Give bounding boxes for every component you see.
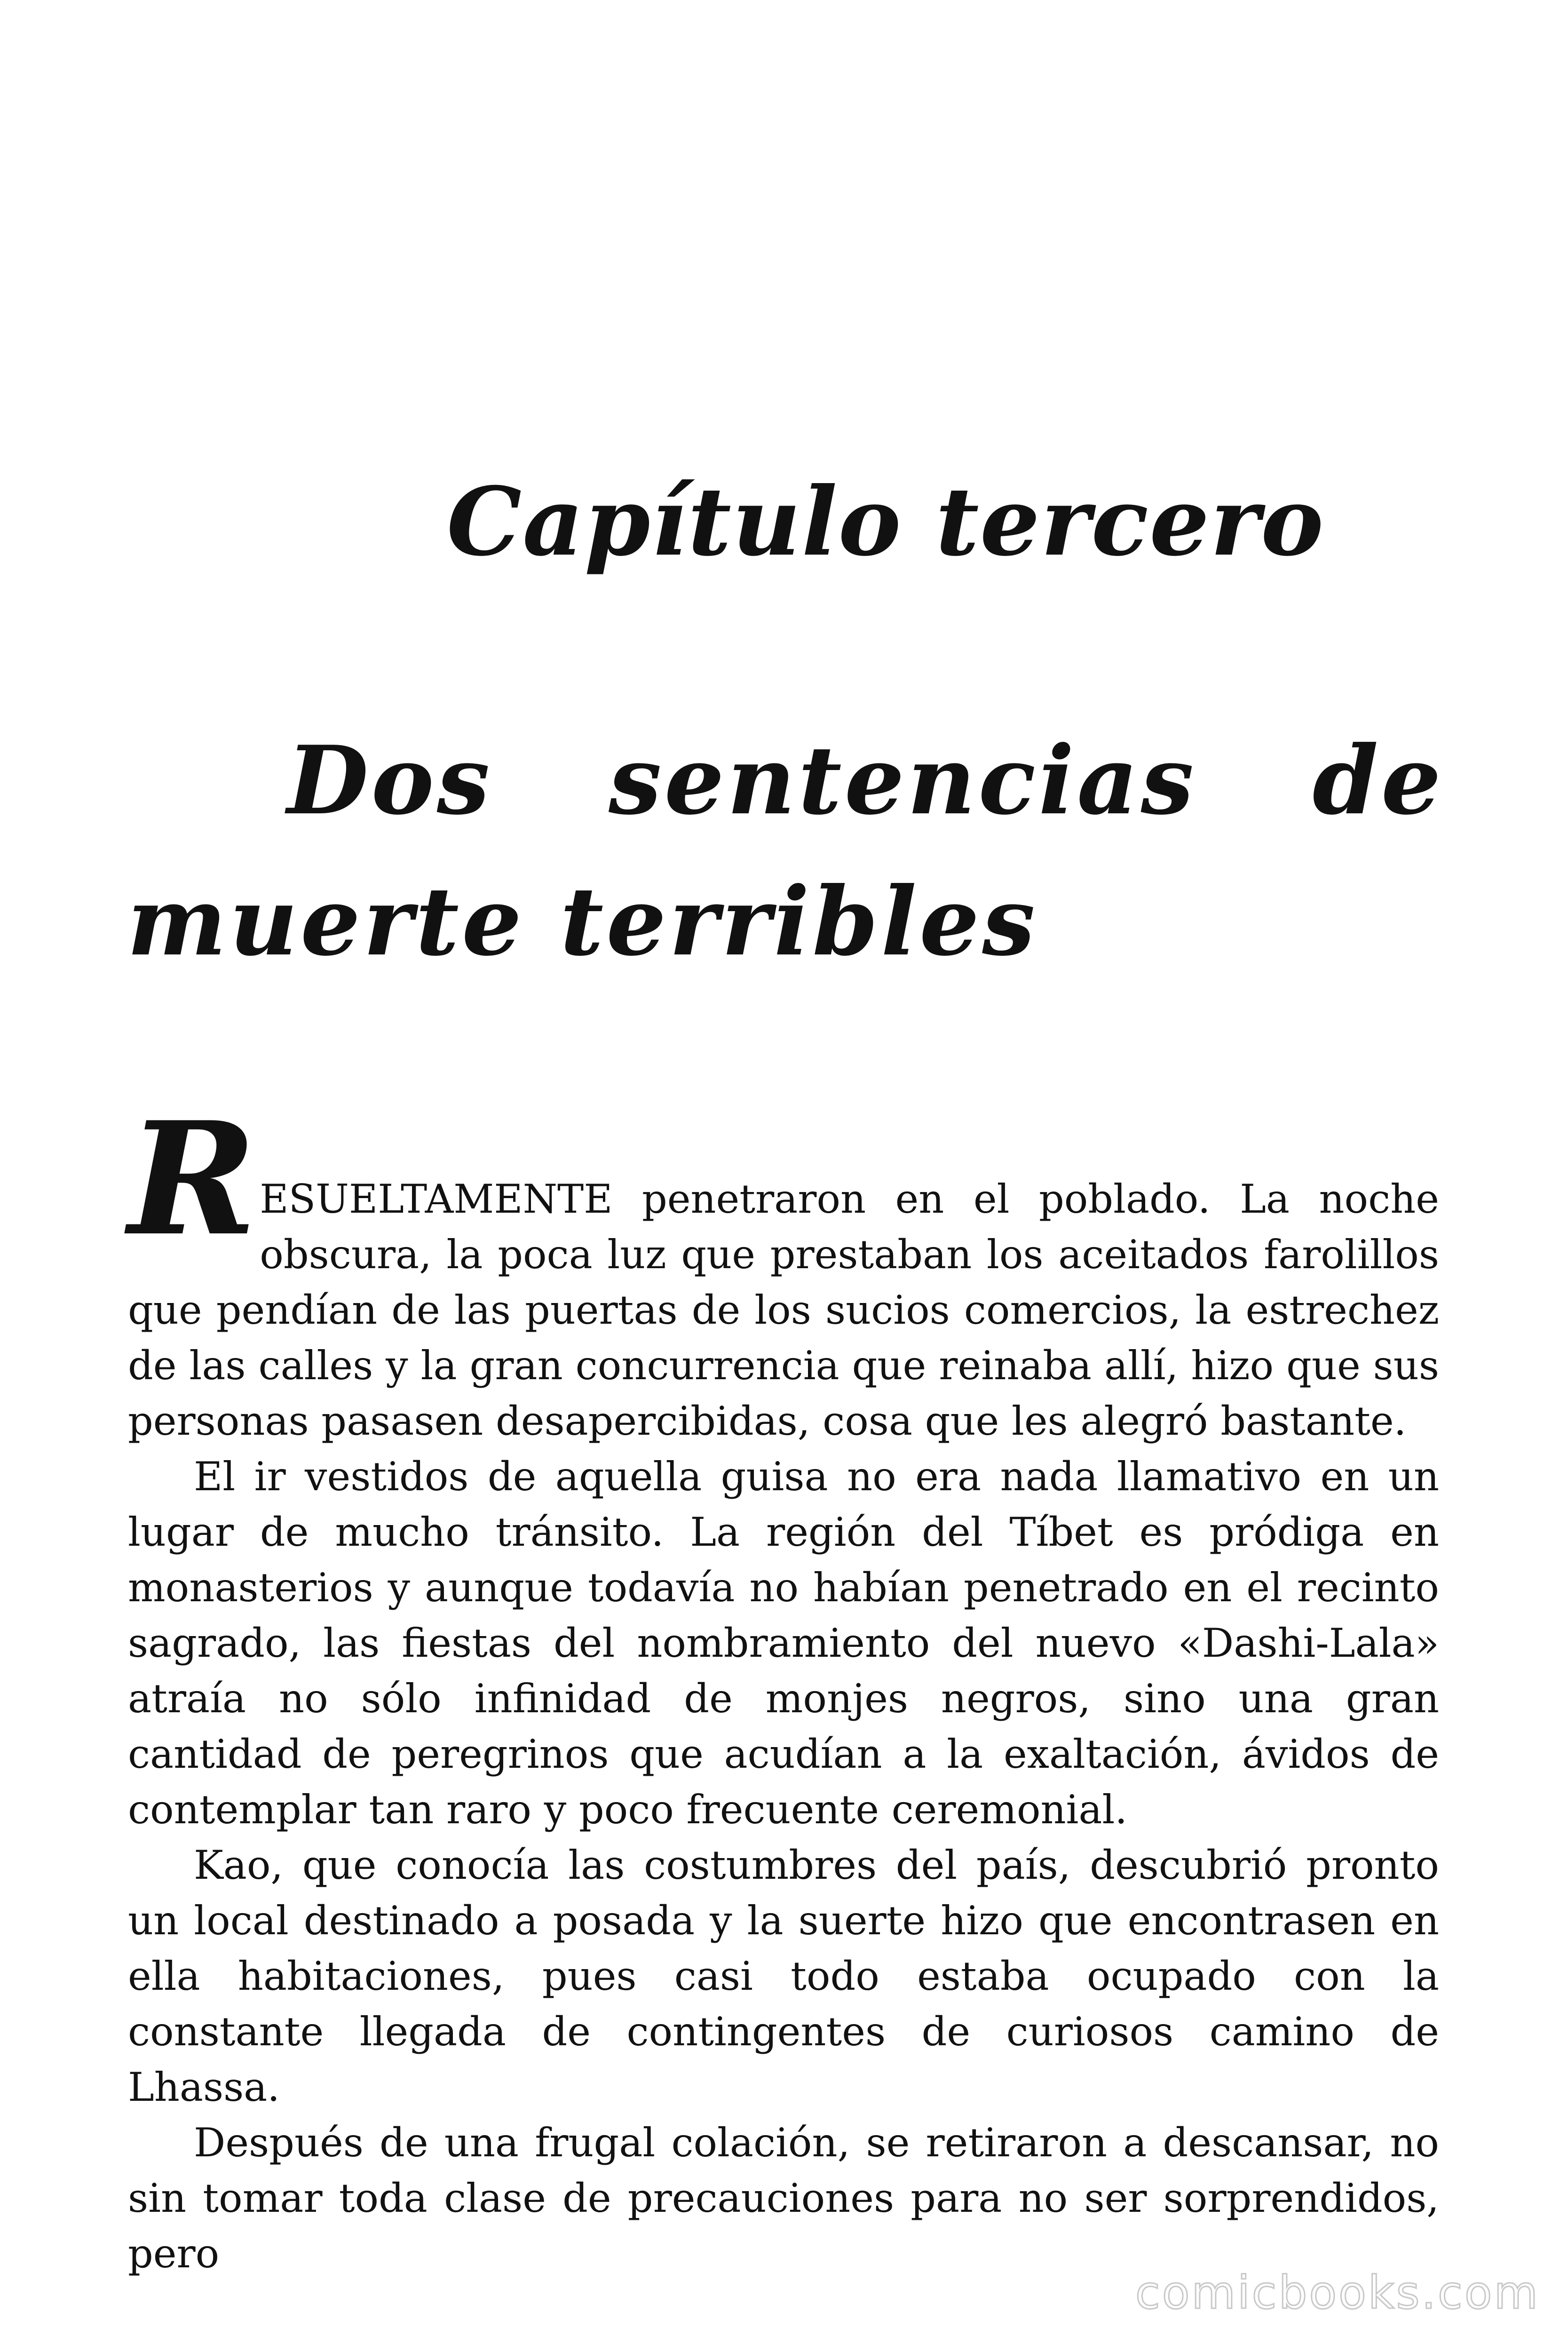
watermark: comicbooks.com [1135, 2266, 1540, 2319]
paragraph-3: Kao, que conocía las costumbres del país, descubrió pronto un local destinado a posada y la suerte hizo que encontrasen en ella habitaciones, pues casi todo estaba ocupado con la constante llegada de contingentes de curiosos camino de Lhassa. [128, 1842, 1439, 2110]
chapter-body [128, 1088, 1439, 2281]
paragraph-1 [128, 1088, 1439, 1449]
chapter-title-heading: Dos sentencias de muerte terribles [127, 725, 1444, 977]
drop-cap: R [128, 1088, 257, 1270]
chapter-number-heading: Capítulo tercero [447, 467, 1325, 577]
paragraph-2: El ir vestidos de aquella guisa no era nada llamativo en un lugar de mucho tránsito. La región del Tíbet es pródiga en monasterios y aunque todavía no habían penetrado en el recinto sagrado, las fiestas del nombramiento del nuevo «Dashi-Lala» atraía no sólo infinidad de monjes negros, sino una gran cantidad de peregrinos que acudían a la exaltación, ávidos de contemplar tan raro y poco frecuente ceremonial. [128, 1454, 1439, 1833]
paragraph-1-lead: ESUELTAMENTE [260, 1176, 613, 1222]
paragraph-4: Después de una frugal colación, se retiraron a descansar, no sin tomar toda clase de precauciones para no ser sorprendidos, pero [128, 2120, 1439, 2277]
paragraph-1-text: penetraron en el poblado. La noche obscura, la poca luz que prestaban los aceitados farolillos que pendían de las puertas de los sucios comercios, la estrechez de las calles y la gran concurrencia que reinaba allí, hizo que sus personas pasasen desapercibidas, cosa que les alegró bastante. [128, 1176, 1439, 1444]
